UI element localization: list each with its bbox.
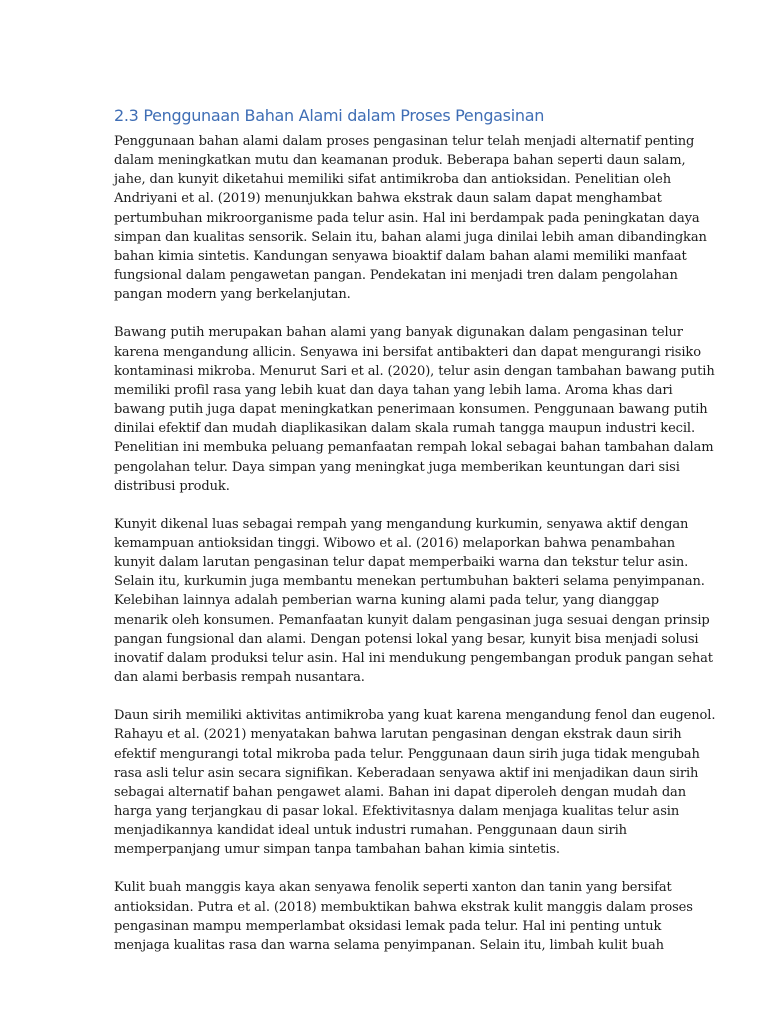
paragraph-line: antioksidan. Putra et al. (2018) membuktikan bahwa ekstrak kulit manggis dalam proses <box>114 899 693 915</box>
paragraph <box>114 515 713 687</box>
paragraph-line: bahan kimia sintetis. Kandungan senyawa bioaktif dalam bahan alami memiliki manfaat <box>114 248 687 264</box>
paragraph-line: pertumbuhan mikroorganisme pada telur asin. Hal ini berdampak pada peningkatan daya <box>114 210 700 226</box>
paragraph-line: rasa asli telur asin secara signifikan. Keberadaan senyawa aktif ini menjadikan daun sirih <box>114 765 699 781</box>
section-heading: 2.3 Penggunaan Bahan Alami dalam Proses Pengasinan <box>114 106 545 125</box>
paragraph-line: menarik oleh konsumen. Pemanfaatan kunyit dalam pengasinan juga sesuai dengan prinsip <box>114 612 710 628</box>
paragraph-line: Kunyit dikenal luas sebagai rempah yang mengandung kurkumin, senyawa aktif dengan <box>114 516 689 532</box>
paragraph-line: inovatif dalam produksi telur asin. Hal ini mendukung pengembangan produk pangan sehat <box>114 650 713 666</box>
paragraph-line: distribusi produk. <box>114 478 230 494</box>
paragraph-line: Rahayu et al. (2021) menyatakan bahwa larutan pengasinan dengan ekstrak daun sirih <box>114 727 682 743</box>
paragraph-line: pengasinan mampu memperlambat oksidasi lemak pada telur. Hal ini penting untuk <box>114 918 662 934</box>
paragraph-line: Bawang putih merupakan bahan alami yang banyak digunakan dalam pengasinan telur <box>114 325 683 341</box>
paragraph-line: pangan modern yang berkelanjutan. <box>114 287 351 303</box>
paragraph-line: Penelitian ini membuka peluang pemanfaatan rempah lokal sebagai bahan tambahan dalam <box>114 440 714 456</box>
paragraph-line: Andriyani et al. (2019) menunjukkan bahwa ekstrak daun salam dapat menghambat <box>114 191 662 207</box>
paragraph-line: karena mengandung allicin. Senyawa ini bersifat antibakteri dan dapat mengurangi risiko <box>114 344 701 360</box>
paragraph-line: menjadikannya kandidat ideal untuk industri rumahan. Penggunaan daun sirih <box>114 823 627 839</box>
paragraph-line: jahe, dan kunyit diketahui memiliki sifat antimikroba dan antioksidan. Penelitian oleh <box>114 172 672 188</box>
paragraph-line: pengolahan telur. Daya simpan yang meningkat juga memberikan keuntungan dari sisi <box>114 459 680 475</box>
paragraph-line: dinilai efektif dan mudah diaplikasikan dalam skala rumah tangga maupun industri kecil. <box>114 421 696 437</box>
paragraph-list <box>114 132 716 955</box>
paragraph-line: dalam meningkatkan mutu dan keamanan produk. Beberapa bahan seperti daun salam, <box>114 153 686 169</box>
paragraph-line: memiliki profil rasa yang lebih kuat dan daya tahan yang lebih lama. Aroma khas dari <box>114 382 673 398</box>
paragraph-line: pangan fungsional dan alami. Dengan potensi lokal yang besar, kunyit bisa menjadi solusi <box>114 631 699 647</box>
paragraph <box>114 878 693 955</box>
paragraph-line: Kelebihan lainnya adalah pemberian warna kuning alami pada telur, yang dianggap <box>114 593 660 609</box>
paragraph-line: fungsional dalam pengawetan pangan. Pendekatan ini menjadi tren dalam pengolahan <box>114 268 678 284</box>
paragraph-line: kontaminasi mikroba. Menurut Sari et al. (2020), telur asin dengan tambahan bawang putih <box>114 363 715 379</box>
paragraph-line: memperpanjang umur simpan tanpa tambahan bahan kimia sintetis. <box>114 842 560 858</box>
paragraph-line: Kulit buah manggis kaya akan senyawa fenolik seperti xanton dan tanin yang bersifat <box>114 880 672 896</box>
paragraph-line: Selain itu, kurkumin juga membantu menekan pertumbuhan bakteri selama penyimpanan. <box>114 574 705 590</box>
paragraph-line: kemampuan antioksidan tinggi. Wibowo et al. (2016) melaporkan bahwa penambahan <box>114 535 676 551</box>
paragraph-line: dan alami berbasis rempah nusantara. <box>114 670 365 686</box>
paragraph <box>114 323 715 495</box>
paragraph <box>114 706 716 859</box>
paragraph-line: Daun sirih memiliki aktivitas antimikroba yang kuat karena mengandung fenol dan eugenol. <box>114 708 716 724</box>
paragraph-line: menjaga kualitas rasa dan warna selama penyimpanan. Selain itu, limbah kulit buah <box>114 937 664 953</box>
paragraph-line: kunyit dalam larutan pengasinan telur dapat memperbaiki warna dan tekstur telur asin. <box>114 555 689 571</box>
paragraph-line: harga yang terjangkau di pasar lokal. Efektivitasnya dalam menjaga kualitas telur asin <box>114 804 680 819</box>
paragraph-line: efektif mengurangi total mikroba pada telur. Penggunaan daun sirih juga tidak mengubah <box>114 746 700 762</box>
paragraph-line: simpan dan kualitas sensorik. Selain itu, bahan alami juga dinilai lebih aman dibandingkan <box>114 229 707 245</box>
document-body <box>114 103 716 974</box>
paragraph <box>114 132 707 304</box>
paragraph-line: sebagai alternatif bahan pengawet alami. Bahan ini dapat diperoleh dengan mudah dan <box>114 784 686 800</box>
paragraph-line: Penggunaan bahan alami dalam proses pengasinan telur telah menjadi alternatif penting <box>114 134 695 149</box>
paragraph-line: bawang putih juga dapat meningkatkan penerimaan konsumen. Penggunaan bawang putih <box>114 402 708 418</box>
